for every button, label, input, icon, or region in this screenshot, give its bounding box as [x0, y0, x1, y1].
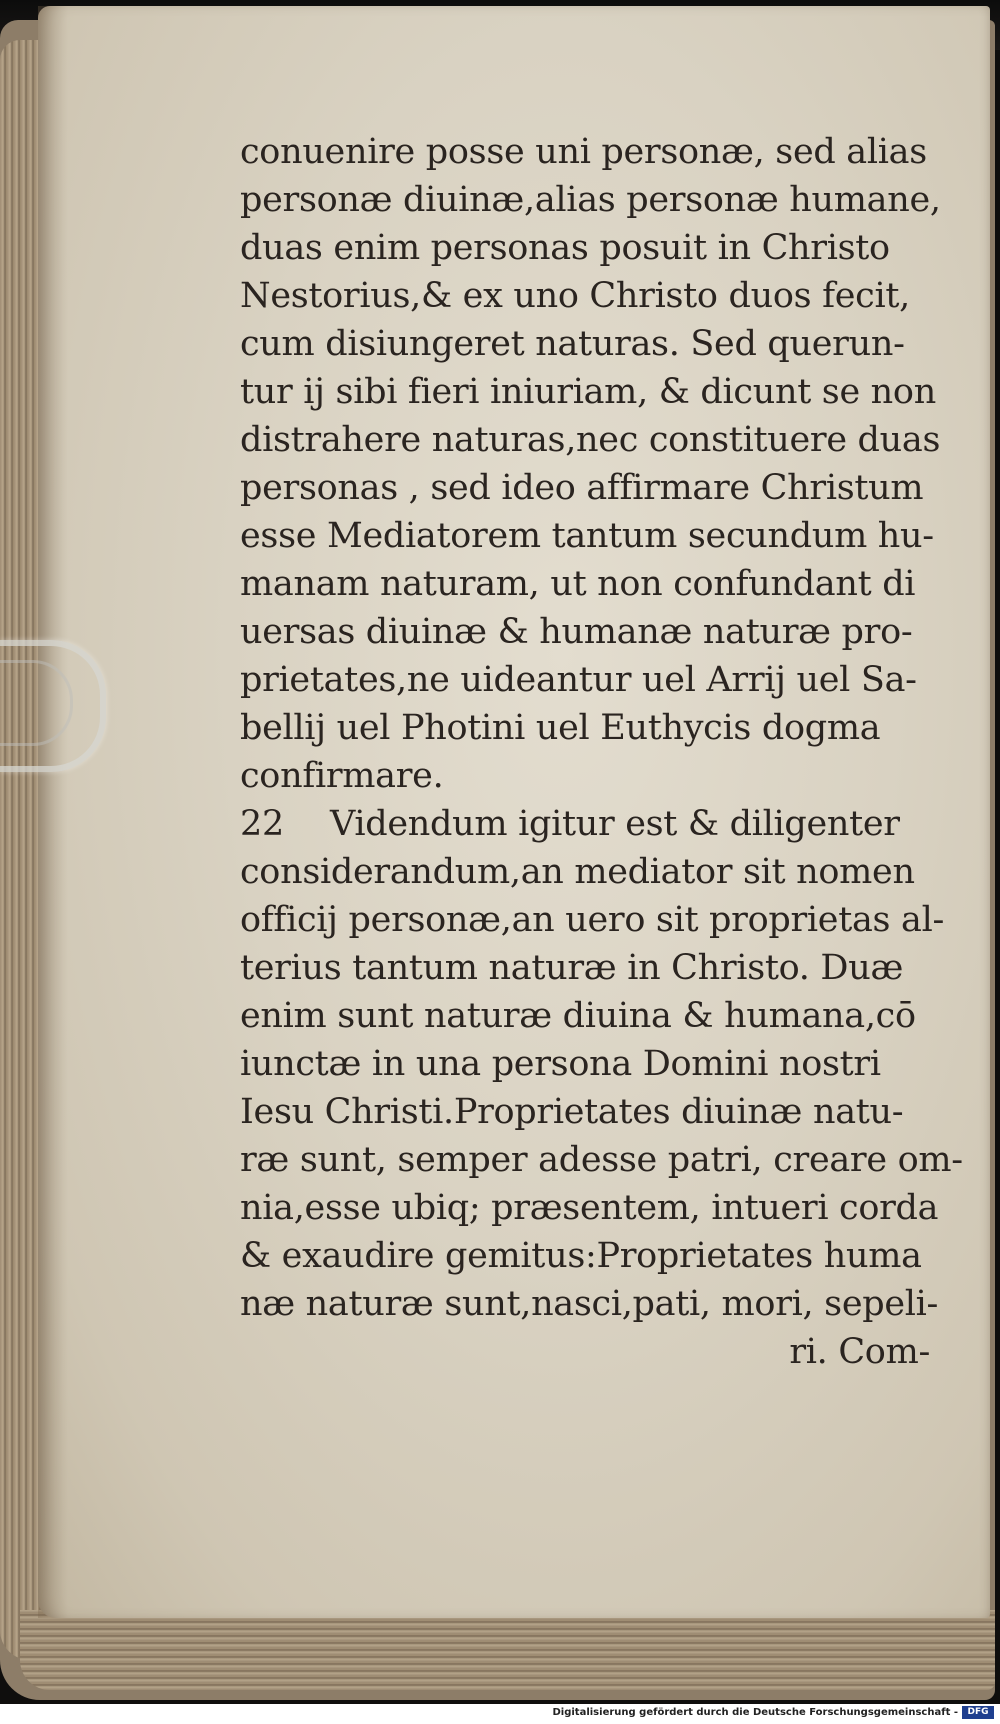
text-line: ræ sunt, semper adesse patri, creare om- [240, 1140, 963, 1180]
page-gutter-shadow [38, 6, 68, 1618]
paragraph-number: 22 [240, 804, 284, 844]
text-line: tur ij sibi fieri iniuriam, & dicunt se non [240, 372, 936, 412]
page-clip-inner [0, 660, 73, 746]
text-line: officij personæ,an uero sit proprietas al- [240, 900, 945, 940]
text-line: esse Mediatorem tantum secundum hu- [240, 516, 934, 556]
text-line: confirmare. [240, 756, 444, 796]
text-line: uersas diuinæ & humanæ naturæ pro- [240, 612, 913, 652]
text-line: nia,esse ubiq; præsentem, intueri corda [240, 1188, 939, 1228]
text-line: personæ diuinæ,alias personæ humane, [240, 180, 941, 220]
text-line: Iesu Christi.Proprietates diuinæ natu- [240, 1092, 904, 1132]
text-line: duas enim personas posuit in Christo [240, 228, 890, 268]
text-line: distrahere naturas,nec constituere duas [240, 420, 941, 460]
text-line: Nestorius,& ex uno Christo duos fecit, [240, 276, 910, 316]
page-edges-left [0, 40, 40, 1660]
text-line: Videndum igitur est & diligenter [330, 804, 900, 844]
page-text [240, 128, 963, 1376]
funding-credit: Digitalisierung gefördert durch die Deutsche Forschungsgemeinschaft - [552, 1707, 958, 1718]
text-line: manam naturam, ut non confundant di [240, 564, 916, 604]
text-line: conuenire posse uni personæ, sed alias [240, 132, 927, 172]
text-line: & exaudire gemitus:Proprietates huma [240, 1236, 922, 1276]
text-line: personas , sed ideo affirmare Christum [240, 468, 924, 508]
text-line: næ naturæ sunt,nasci,pati, mori, sepeli- [240, 1284, 939, 1324]
text-line: prietates,ne uideantur uel Arrij uel Sa- [240, 660, 917, 700]
text-line: cum disiungeret naturas. Sed querun- [240, 324, 905, 364]
text-line: considerandum,an mediator sit nomen [240, 852, 915, 892]
page-edges-bottom [20, 1610, 995, 1690]
text-line: terius tantum naturæ in Christo. Duæ [240, 948, 904, 988]
paragraph-first-line [240, 800, 940, 848]
catchword: ri. Com- [789, 1332, 930, 1372]
dfg-logo-icon: DFG [962, 1706, 994, 1719]
text-line: iunctæ in una persona Domini nostri [240, 1044, 881, 1084]
text-line: bellij uel Photini uel Euthycis dogma [240, 708, 881, 748]
text-line: enim sunt naturæ diuina & humana,cō [240, 996, 916, 1036]
